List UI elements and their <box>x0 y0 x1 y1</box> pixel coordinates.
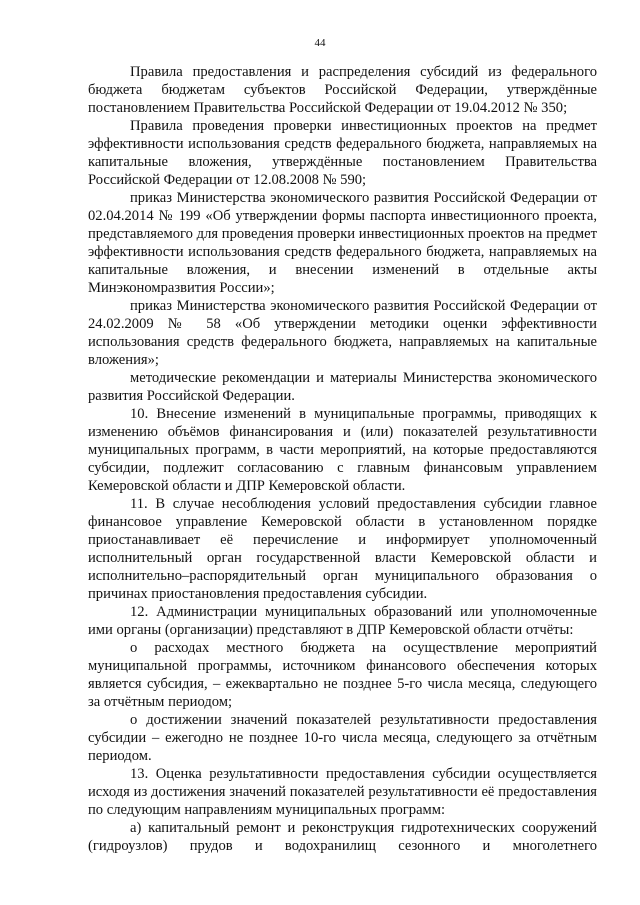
paragraph-item-13a: а) капитальный ремонт и реконструкция гидротехнических сооружений (гидроузлов) прудов и водохранилищ сезонного и многолетнего <box>88 820 597 854</box>
paragraph-rules-subsidies: Правила предоставления и распределения субсидий из федерального бюджета бюджетам субъектов Российской Федерации, утверждённые постановлением Правительства Российской Федерации от 19.04.2012 № 350; <box>88 64 597 116</box>
paragraph-item-10: 10. Внесение изменений в муниципальные программы, приводящих к изменению объёмов финансирования и (или) показателей результативности муниципальных программ, в части мероприятий, на которые предоставляются субсидии, подлежит согласованию с главным финансовым управлением Кемеровской области и ДПР Кемеровской области. <box>88 406 597 494</box>
paragraph-report-indicators: о достижении значений показателей результативности предоставления субсидии – ежегодно не позднее 10-го числа месяца, следующего за отчётным периодом. <box>88 712 597 764</box>
paragraph-report-expenses: о расходах местного бюджета на осуществление мероприятий муниципальной программы, источником финансового обеспечения которых является субсидия, – ежеквартально не позднее 5-го числа месяца, следующего за отчётным периодом; <box>88 640 597 710</box>
paragraph-item-12: 12. Администрации муниципальных образований или уполномоченные ими органы (организации) представляют в ДПР Кемеровской области отчёты: <box>88 604 597 638</box>
paragraph-methodical-recommendations: методические рекомендации и материалы Министерства экономического развития Российской Федерации. <box>88 370 597 404</box>
paragraph-rules-investment-check: Правила проведения проверки инвестиционных проектов на предмет эффективности использования средств федерального бюджета, направляемых на капитальные вложения, утверждённые постановлением Правительства Российской Федерации от 12.08.2008 № 590; <box>88 118 597 188</box>
paragraph-order-58: приказ Министерства экономического развития Российской Федерации от 24.02.2009 № 58 «Об утверждении методики оценки эффективности использования средств федерального бюджета, направляемых на капитальные вложения»; <box>88 298 597 368</box>
paragraph-item-11: 11. В случае несоблюдения условий предоставления субсидии главное финансовое управление Кемеровской области в установленном порядке приостанавливает её перечисление и информирует уполномоченный исполнительный орган государственной власти Кемеровской области и исполнительно–распорядительный орган муниципального образования о причинах приостановления предоставления субсидии. <box>88 496 597 602</box>
page-number: 44 <box>314 37 326 49</box>
document-body <box>88 63 597 855</box>
paragraph-order-199: приказ Министерства экономического развития Российской Федерации от 02.04.2014 № 199 «Об утверждении формы паспорта инвестиционного проекта, представляемого для проведения проверки инвестиционных проектов на предмет эффективности использования средств федерального бюджета, направляемых на капитальные вложения, и внесении изменений в отдельные акты Минэкономразвития России»; <box>88 190 597 296</box>
paragraph-item-13: 13. Оценка результативности предоставления субсидии осуществляется исходя из достижения значений показателей результативности её предоставления по следующим направлениям муниципальных программ: <box>88 766 597 818</box>
